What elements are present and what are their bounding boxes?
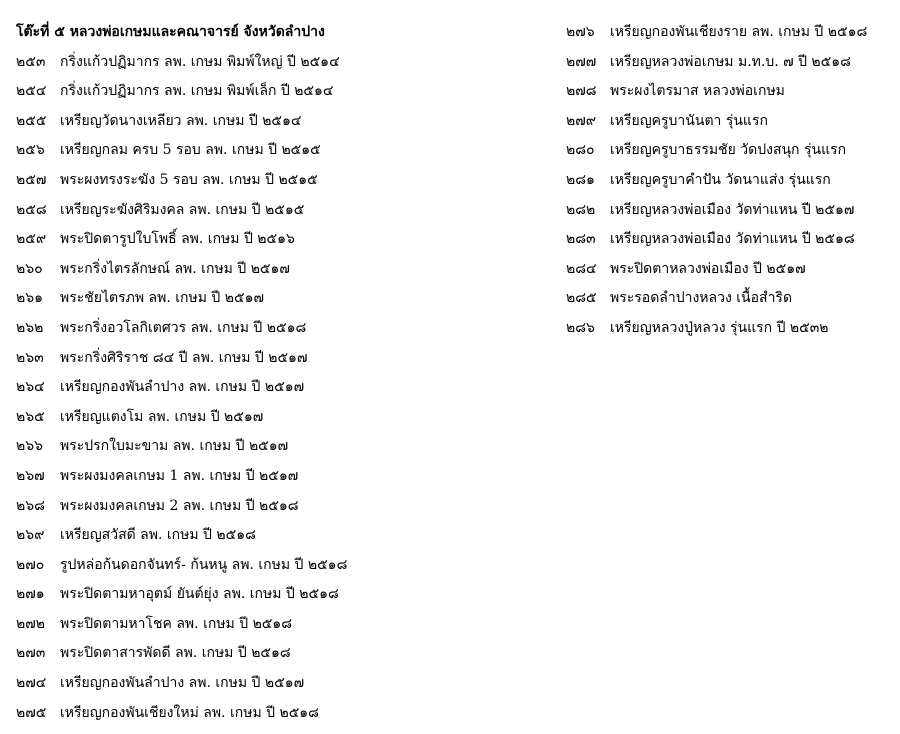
item-number: ๒๗๑ [16,586,45,603]
list-item [16,432,536,462]
item-name: พระกริ่งอวโลกิเตศวร ลพ. เกษม ปี ๒๕๑๘ [60,319,307,336]
list-item [16,551,536,581]
item-name: เหรียญหลวงปู่หลวง รุ่นแรก ปี ๒๕๓๒ [610,319,829,336]
item-number: ๒๗๓ [16,645,46,662]
item-name: รูปหล่อก้นดอกจันทร์- ก้นหนู ลพ. เกษม ปี ๒๕๑๘ [60,556,348,573]
item-number: ๒๗๔ [16,675,47,692]
item-number: ๒๖๖ [16,438,44,455]
item-number: ๒๖๐ [16,260,43,277]
item-name: พระผงมงคลเกษม 1 ลพ. เกษม ปี ๒๕๑๗ [60,467,299,484]
item-number: ๒๕๘ [16,201,47,218]
item-number: ๒๖๘ [16,497,45,514]
item-name: พระปิดตามหาอุตม์ ยันต์ยุ่ง ลพ. เกษม ปี ๒๕๑๘ [60,586,339,603]
item-number: ๒๕๔ [16,83,47,100]
item-name: พระผงทรงระฆัง 5 รอบ ลพ. เกษม ปี ๒๕๑๕ [60,171,318,188]
list-item [16,521,536,551]
list-item [566,166,896,196]
list-item [16,669,536,699]
item-name: เหรียญระฆังศิริมงคล ลพ. เกษม ปี ๒๕๑๕ [60,201,305,218]
right-item-list [566,18,896,344]
item-name: เหรียญครูบาธรรมชัย วัดปงสนุก รุ่นแรก [610,142,847,159]
list-item [566,48,896,78]
item-number: ๒๗๘ [566,83,597,100]
item-number: ๒๘๐ [566,142,595,159]
list-item [16,77,536,107]
item-name: พระรอดลำปางหลวง เนื้อสำริด [610,290,793,307]
list-item [16,225,536,255]
item-number: ๒๕๓ [16,53,46,70]
item-name: เหรียญกลม ครบ 5 รอบ ลพ. เกษม ปี ๒๕๑๕ [60,142,321,159]
list-item [16,639,536,669]
page-title: โต๊ะที่ ๕ หลวงพ่อเกษมและคณาจารย์ จังหวัดลำปาง [16,24,325,40]
item-name: กริ่งแก้วปฏิมากร ลพ. เกษม พิมพ์ใหญ่ ปี ๒๕๑๔ [60,53,340,70]
item-number: ๒๖๔ [16,379,45,396]
item-number: ๒๗๗ [566,53,597,70]
list-item [16,314,536,344]
item-name: พระผงไตรมาส หลวงพ่อเกษม [610,83,785,100]
item-name: พระกริ่งศิริราช ๘๔ ปี ลพ. เกษม ปี ๒๕๑๗ [60,349,308,366]
item-number: ๒๕๗ [16,171,47,188]
list-item [16,492,536,522]
item-name: พระผงมงคลเกษม 2 ลพ. เกษม ปี ๒๕๑๘ [60,497,299,514]
item-number: ๒๖๕ [16,408,45,425]
list-item [566,314,896,344]
list-item [16,403,536,433]
list-item [566,255,896,285]
list-item [16,48,536,78]
item-number: ๒๗๖ [566,24,595,40]
item-name: พระชัยไตรภพ ลพ. เกษม ปี ๒๕๑๗ [60,290,264,307]
list-item [16,284,536,314]
left-item-list [16,48,536,729]
list-item [566,77,896,107]
list-item [16,166,536,196]
right-column [566,18,896,344]
item-number: ๒๘๕ [566,290,597,307]
list-item [16,580,536,610]
item-name: เหรียญกองพันลำปาง ลพ. เกษม ปี ๒๕๑๗ [60,675,305,692]
list-item [16,462,536,492]
item-name: พระปิดตารูปใบโพธิ์ ลพ. เกษม ปี ๒๕๑๖ [60,231,295,248]
item-number: ๒๘๒ [566,201,596,218]
item-name: เหรียญกองพันเชียงราย ลพ. เกษม ปี ๒๕๑๘ [610,24,868,40]
item-number: ๒๖๑ [16,290,44,307]
item-number: ๒๗๙ [566,112,597,129]
item-number: ๒๘๓ [566,231,596,248]
item-name: เหรียญสวัสดี ลพ. เกษม ปี ๒๕๑๘ [60,527,256,544]
item-name: เหรียญกองพันลำปาง ลพ. เกษม ปี ๒๕๑๗ [60,379,305,396]
item-number: ๒๕๕ [16,112,47,129]
item-number: ๒๖๗ [16,467,45,484]
list-item [16,699,536,729]
item-name: เหรียญหลวงพ่อเมือง วัดท่าแหน ปี ๒๕๑๘ [610,231,855,248]
item-name: พระปิดตามหาโชค ลพ. เกษม ปี ๒๕๑๘ [60,615,293,632]
left-column [16,18,536,728]
list-item [16,255,536,285]
list-item [566,225,896,255]
item-number: ๒๖๒ [16,319,44,336]
item-name: เหรียญหลวงพ่อเมือง วัดท่าแหน ปี ๒๕๑๗ [610,201,855,218]
list-item [16,136,536,166]
item-name: พระปรกใบมะขาม ลพ. เกษม ปี ๒๕๑๗ [60,438,289,455]
item-name: กริ่งแก้วปฏิมากร ลพ. เกษม พิมพ์เล็ก ปี ๒๕๑๔ [60,83,334,100]
item-name: พระกริ่งไตรลักษณ์ ลพ. เกษม ปี ๒๕๑๗ [60,260,290,277]
item-name: พระปิดตาสารพัดดี ลพ. เกษม ปี ๒๕๑๘ [60,645,291,662]
item-number: ๒๗๐ [16,556,45,573]
item-name: เหรียญกองพันเชียงใหม่ ลพ. เกษม ปี ๒๕๑๘ [60,704,319,721]
item-name: เหรียญวัดนางเหลียว ลพ. เกษม ปี ๒๕๑๔ [60,112,302,129]
item-number: ๒๗๕ [16,704,47,721]
item-number: ๒๖๙ [16,527,45,544]
list-item [566,196,896,226]
item-number: ๒๘๑ [566,171,595,188]
list-item [566,18,896,48]
list-item [16,610,536,640]
item-name: เหรียญครูบาคำปัน วัดนาแส่ง รุ่นแรก [610,171,831,188]
list-item [566,284,896,314]
list-item [16,373,536,403]
list-item [16,107,536,137]
item-number: ๒๗๒ [16,615,45,632]
list-item [566,136,896,166]
item-number: ๒๘๔ [566,260,597,277]
list-item [16,344,536,374]
item-number: ๒๕๙ [16,231,47,248]
item-name: เหรียญหลวงพ่อเกษม ม.ท.บ. ๗ ปี ๒๕๑๘ [610,53,851,70]
item-name: เหรียญครูบานันตา รุ่นแรก [610,112,768,129]
list-item [16,196,536,226]
item-number: ๒๖๓ [16,349,44,366]
item-name: พระปิดตาหลวงพ่อเมือง ปี ๒๕๑๗ [610,260,806,277]
list-item [566,107,896,137]
item-number: ๒๕๖ [16,142,45,159]
item-number: ๒๘๖ [566,319,595,336]
item-name: เหรียญแตงโม ลพ. เกษม ปี ๒๕๑๗ [60,408,264,425]
